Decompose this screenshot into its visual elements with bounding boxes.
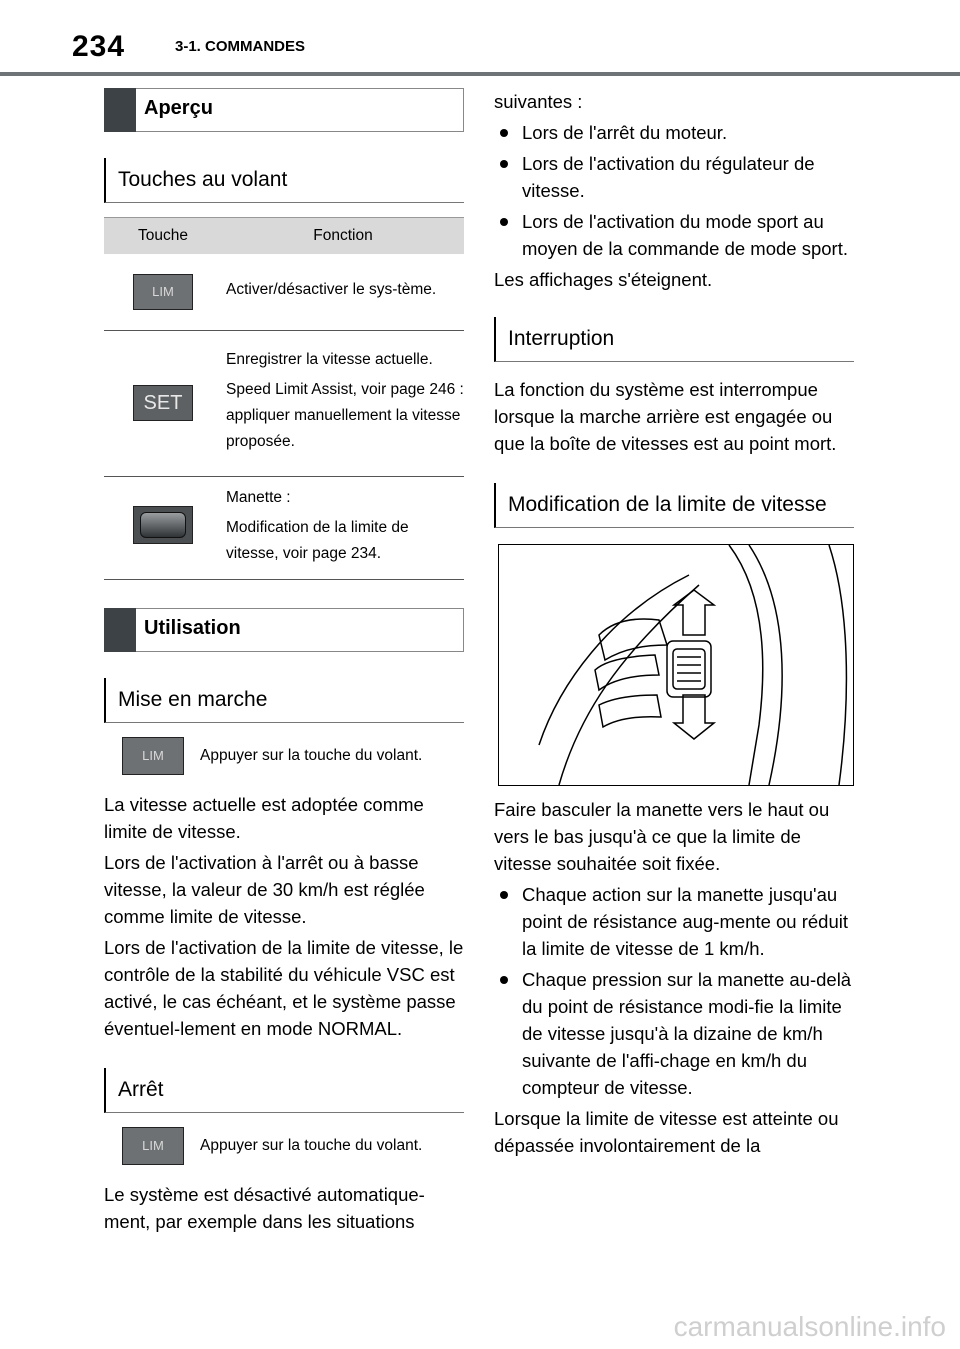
paragraph: Les affichages s'éteignent. [494,269,713,290]
list-item: Lors de l'activation du régulateur de vitesse. [494,150,854,204]
paragraph: Lors de l'activation à l'arrêt ou à basse vitesse, la valeur de 30 km/h est réglée comme limite de vitesse. [104,851,425,927]
watermark: carmanualsonline.info [673,1311,946,1342]
fn-text: Enregistrer la vitesse actuelle. [226,351,433,368]
figure-caption: Faire basculer la manette vers le haut ou vers le bas jusqu'à ce que la limite de vitesse souhaitée soit fixée. [494,799,830,874]
keys-table [104,217,464,580]
paragraph: Lorsque la limite de vitesse est atteinte ou dépassée involontairement de la [494,1108,839,1156]
mise-instruction-row [104,737,464,775]
fn-text: Activer/désactiver le sys-tème. [226,280,437,298]
modification-heading: Modification de la limite de vitesse [494,483,854,528]
fn-text: Modification de la limite de vitesse, voir page 234. [226,518,409,562]
mise-instruction: Appuyer sur la touche du volant. [200,746,423,764]
list-item: Chaque pression sur la manette au-delà du point de résistance modi-fie la limite de vitesse jusqu'à la dizaine de km/h suivante de l'affi-chage en km/h du compteur de vitesse. [494,966,854,1101]
paragraph: suivantes : [494,91,583,112]
paragraph: La vitesse actuelle est adoptée comme limite de vitesse. [104,793,424,842]
col-header-touche: Touche [104,218,222,255]
lim-key-icon: LIM [133,274,193,310]
table-row [104,254,464,330]
fn-text: Speed Limit Assist, voir page 246 : appliquer manuellement la vitesse proposée. [226,381,464,450]
apercu-heading [104,88,464,132]
paragraph: Le système est désactivé automatique-ment, par exemple dans les situations [104,1183,425,1232]
touches-heading: Touches au volant [104,158,464,203]
col-header-fonction: Fonction [222,218,464,255]
steering-wheel-rocker-icon [499,545,853,785]
lim-key-icon: LIM [122,1127,184,1165]
section-label: 3-1. COMMANDES [175,38,306,55]
list-item: Lors de l'arrêt du moteur. [494,119,854,146]
utilisation-title: Utilisation [144,616,241,639]
fn-text: Manette : [226,488,291,506]
list-item: Chaque action sur la manette jusqu'au point de résistance aug-mente ou réduit la limite de vitesse de 1 km/h. [494,881,854,962]
arret-instruction-row [104,1127,464,1165]
set-key-icon: SET [133,385,193,421]
right-column [494,88,854,1163]
list-item: Lors de l'activation du mode sport au moyen de la commande de mode sport. [494,208,854,262]
paragraph: La fonction du système est interrompue lorsque la marche arrière est engagée ou que la boîte de vitesses est au point mort. [494,379,837,454]
heading-bar [104,608,136,652]
heading-bar [104,88,136,132]
rocker-switch-icon [133,506,193,544]
lim-key-icon: LIM [122,737,184,775]
header-rule [0,72,960,76]
mise-en-marche-heading: Mise en marche [104,678,464,723]
interruption-heading: Interruption [494,317,854,362]
page-number: 234 [72,30,126,63]
arret-heading: Arrêt [104,1068,464,1113]
apercu-title: Aperçu [144,97,213,119]
table-row [104,330,464,476]
arret-instruction: Appuyer sur la touche du volant. [200,1136,423,1154]
left-column [104,88,464,1239]
utilisation-heading [104,608,464,652]
table-row [104,476,464,579]
steering-wheel-illustration [498,544,854,786]
paragraph: Lors de l'activation de la limite de vitesse, le contrôle de la stabilité du véhicule VSC est activé, le cas échéant, et le système passe éventuel-lement en mode NORMAL. [104,936,464,1039]
